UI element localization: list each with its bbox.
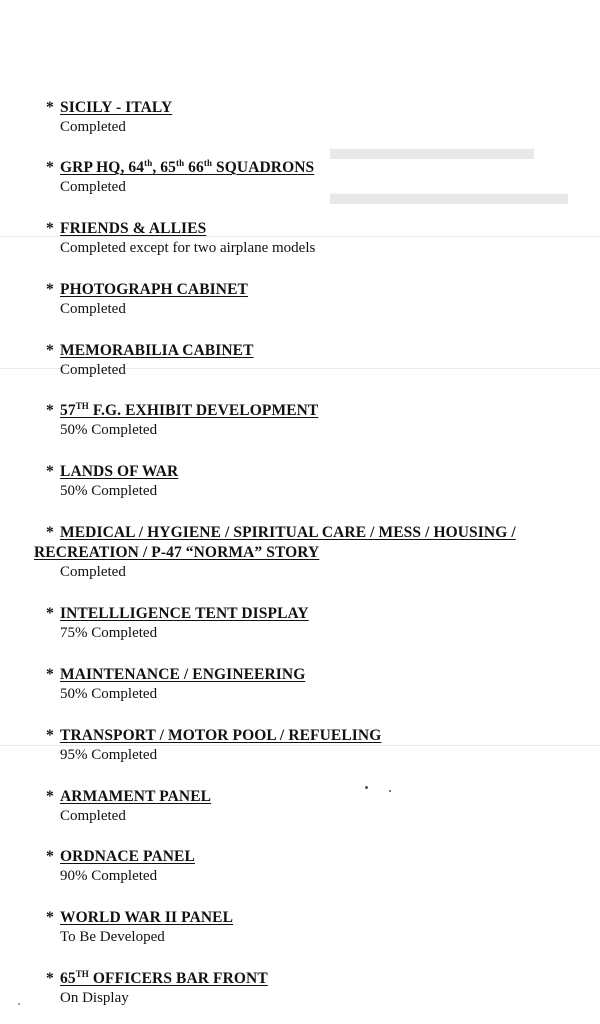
item-title (46, 280, 586, 299)
bullet-marker: * (46, 788, 54, 805)
bleed-through-heading: ▬▬▬▬▬▬ (330, 130, 534, 167)
list-item-ordnace-panel (46, 847, 586, 886)
item-title-text-line-2: RECREATION / P-47 “NORMA” STORY (34, 544, 320, 561)
item-title-text: TRANSPORT / MOTOR POOL / REFUELING (60, 727, 382, 744)
item-title (46, 726, 586, 745)
scan-speck (389, 790, 391, 792)
item-title (46, 401, 586, 420)
item-title (46, 462, 586, 481)
list-item-sicily-italy (46, 98, 586, 137)
bullet-marker: * (46, 605, 54, 622)
item-title-text: WORLD WAR II PANEL (60, 909, 234, 926)
item-title-text: PHOTOGRAPH CABINET (60, 281, 248, 298)
bullet-marker: * (46, 99, 54, 116)
list-item-intelligence-tent (46, 604, 586, 643)
item-title-text: MEDICAL / HYGIENE / SPIRITUAL CARE / MESS / HOUSING / (60, 524, 516, 541)
bullet-marker: * (46, 342, 54, 359)
bullet-marker: * (46, 281, 54, 298)
item-title (46, 341, 586, 360)
item-title-text: INTELLLIGENCE TENT DISPLAY (60, 605, 309, 622)
item-title-text: ORDNACE PANEL (60, 848, 195, 865)
item-title (46, 98, 586, 117)
item-title-text: SICILY - ITALY (60, 99, 173, 116)
item-status: 50% Completed (60, 686, 158, 702)
item-title (34, 523, 574, 542)
item-title (46, 787, 586, 806)
item-status: 75% Completed (60, 625, 158, 641)
item-title-text: 57TH F.G. EXHIBIT DEVELOPMENT (60, 400, 319, 419)
bullet-marker: * (46, 159, 54, 176)
scan-speck (18, 1003, 20, 1005)
item-title-text: LANDS OF WAR (60, 463, 179, 480)
item-status: Completed (60, 179, 126, 195)
bleed-through-heading-2: ▬▬▬▬▬▬▬ (330, 175, 568, 212)
bullet-marker: * (46, 402, 54, 419)
bullet-marker: * (46, 970, 54, 987)
item-title (46, 847, 586, 866)
item-status: Completed (60, 119, 126, 135)
list-item-world-war-ii-panel (46, 908, 586, 947)
item-title-text: FRIENDS & ALLIES (60, 220, 207, 237)
list-item-medical-hygiene (34, 523, 574, 582)
item-status: On Display (60, 990, 129, 1006)
list-item-photograph-cabinet (46, 280, 586, 319)
list-item-maintenance-engineering (46, 665, 586, 704)
item-title (46, 219, 586, 238)
list-item-friends-allies (46, 219, 586, 258)
item-status: 50% Completed (60, 422, 158, 438)
item-status: Completed (60, 808, 126, 824)
bullet-marker: * (46, 848, 54, 865)
item-title (46, 158, 586, 177)
item-title (46, 969, 586, 988)
item-title (46, 604, 586, 623)
item-title-line-2 (34, 543, 574, 562)
item-status: To Be Developed (60, 929, 165, 945)
item-title-text: GRP HQ, 64th, 65th 66th SQUADRONS (60, 157, 315, 176)
item-status: Completed except for two airplane models (60, 240, 316, 256)
item-status: Completed (60, 301, 126, 317)
list-item-lands-of-war (46, 462, 586, 501)
item-title-text: ARMAMENT PANEL (60, 788, 212, 805)
list-item-transport-motor-pool (46, 726, 586, 765)
item-title (46, 665, 586, 684)
list-item-exhibit-development (46, 401, 586, 440)
list-item-grp-hq-squadrons (46, 158, 586, 197)
item-title-text: MAINTENANCE / ENGINEERING (60, 666, 306, 683)
list-item-armament-panel (46, 787, 586, 826)
item-title-text: MEMORABILIA CABINET (60, 342, 254, 359)
bullet-marker: * (46, 220, 54, 237)
list-item-officers-bar-front (46, 969, 586, 1008)
scan-speck (365, 786, 368, 789)
bullet-marker: * (46, 666, 54, 683)
bullet-marker: * (46, 727, 54, 744)
bullet-marker: * (46, 463, 54, 480)
item-title-text: 65TH OFFICERS BAR FRONT (60, 968, 268, 987)
item-status: Completed (60, 564, 126, 580)
item-title (46, 908, 586, 927)
bullet-marker: * (46, 524, 54, 541)
bullet-marker: * (46, 909, 54, 926)
item-status: 95% Completed (60, 747, 158, 763)
list-item-memorabilia-cabinet (46, 341, 586, 380)
item-status: 90% Completed (60, 868, 158, 884)
item-status: 50% Completed (60, 483, 158, 499)
item-status: Completed (60, 362, 126, 378)
